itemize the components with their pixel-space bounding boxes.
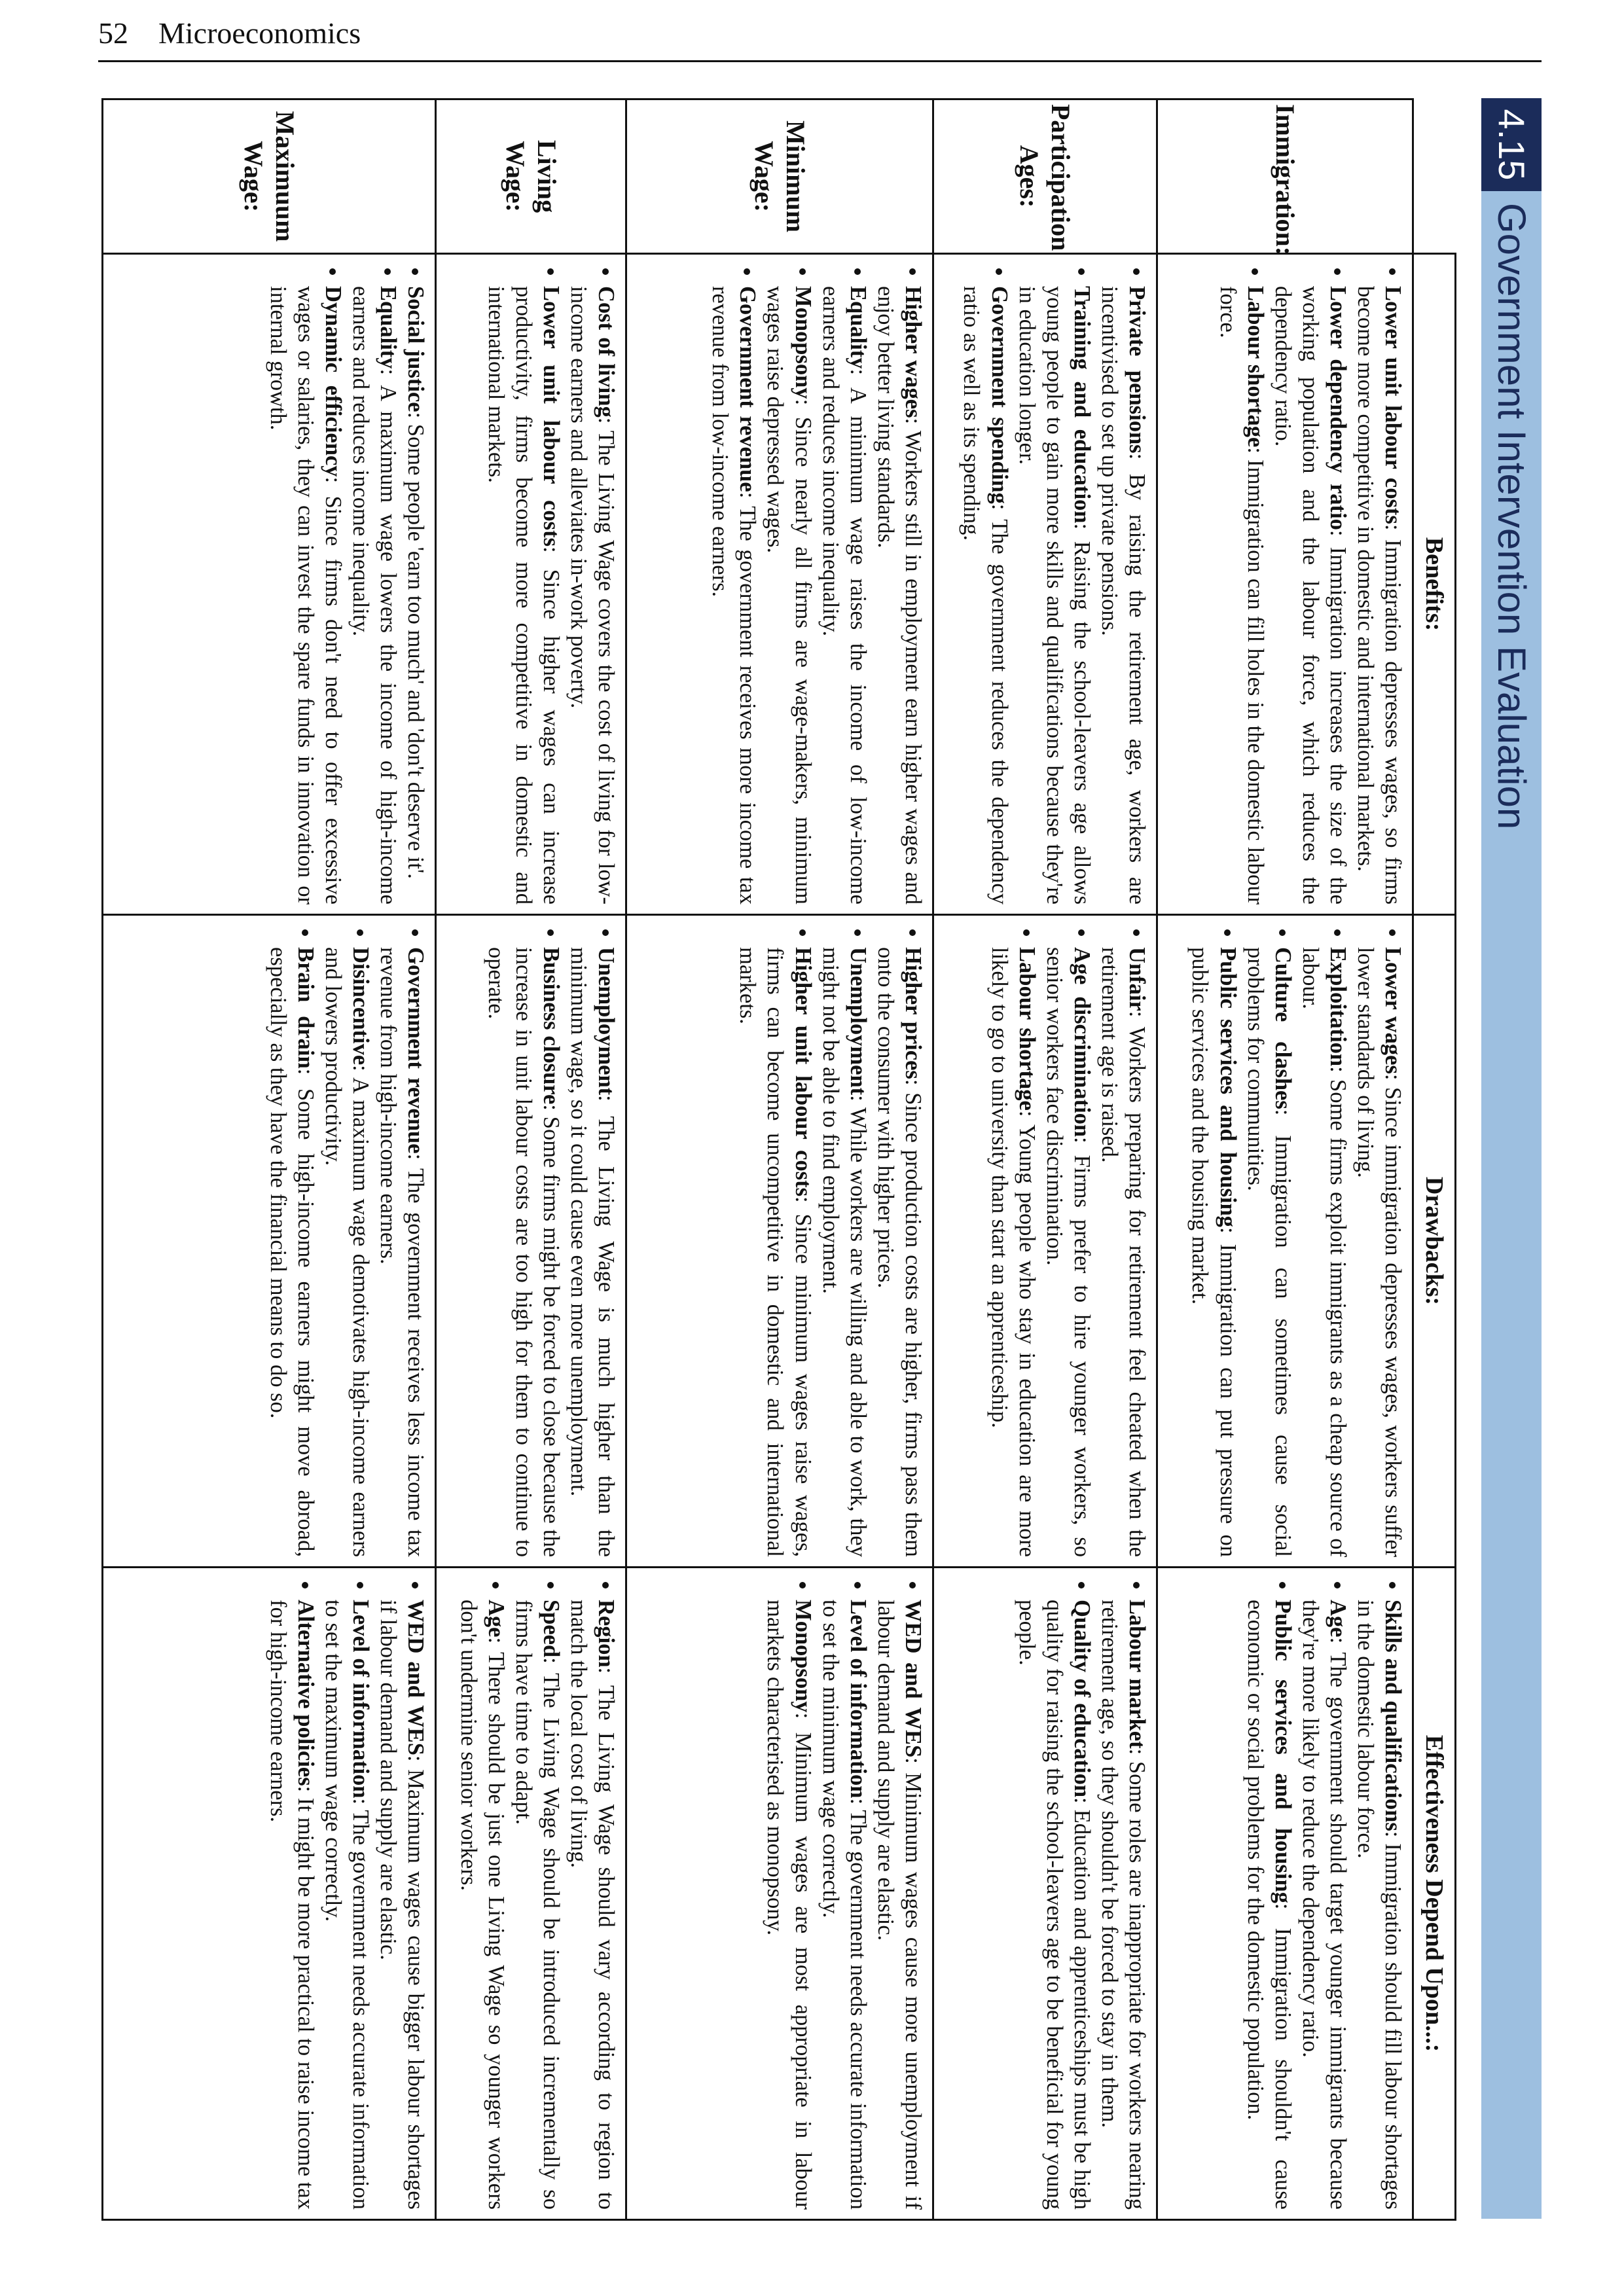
drawbacks-list [734, 921, 927, 1557]
list-item [264, 286, 347, 905]
item-term: Unemployment [845, 947, 871, 1096]
item-term: Public services and housing [1215, 947, 1240, 1227]
benefits-list [482, 260, 620, 905]
item-text: : Young people who stay in education are more likely to go to university than start an apprenticeship. [986, 947, 1039, 1557]
list-item [319, 1600, 374, 2210]
item-term: Skills and qualifications [1380, 1600, 1405, 1831]
drawbacks-cell [626, 915, 933, 1568]
list-item [1352, 947, 1407, 1557]
benefits-list [1214, 260, 1407, 905]
item-text: : Workers preparing for retirement feel cheated when the retirement age is raised. [1096, 947, 1149, 1557]
list-item [402, 286, 429, 905]
list-item [817, 947, 872, 1557]
item-text: : By raising the retirement age, workers are incentivised to set up private pensions. [1096, 286, 1149, 905]
table-body [103, 99, 1413, 2220]
list-item [482, 286, 565, 905]
item-text: : Workers still in employment earn higher wages and enjoy better living standards. [873, 286, 926, 905]
list-item [1352, 286, 1407, 905]
list-item [958, 286, 1013, 905]
list-item [264, 947, 319, 1557]
list-item [565, 286, 620, 905]
list-item [1096, 1600, 1151, 2210]
list-item [734, 947, 816, 1557]
effectiveness-list [761, 1573, 926, 2210]
item-text: : A minimum wage raises the income of low-income earners and reduces income inequality. [818, 286, 871, 905]
benefits-list [264, 260, 429, 905]
list-item [1242, 1600, 1297, 2210]
item-term: Cost of living [594, 286, 619, 418]
list-item [264, 1600, 319, 2210]
table-row [933, 99, 1157, 2220]
item-term: Higher unit labour costs [790, 947, 816, 1196]
benefits-cell [626, 254, 933, 915]
list-item [817, 286, 872, 905]
item-text: : While workers are willing and able to work, they might not be able to find employment. [818, 947, 871, 1557]
item-term: Equality [845, 286, 871, 369]
benefits-cell [933, 254, 1157, 915]
item-term: Region [594, 1600, 619, 1668]
list-item [1352, 1600, 1407, 2210]
item-text: : Education and apprenticeships must be high quality for raising the school-leavers age to be beneficial for young people. [1014, 1600, 1094, 2210]
item-text: : Some roles are inappropriate for workers nearing retirement age, so they shouldn't be forced to stay in them. [1096, 1600, 1149, 2210]
item-text: : Immigration depresses wages, so firms become more competitive in domestic and international markets. [1352, 286, 1405, 905]
item-text: : Immigration can put pressure on public services and the housing market. [1187, 947, 1240, 1558]
item-text: : There should be just one Living Wage so younger workers don't undermine senior workers. [456, 1600, 509, 2210]
item-term: Lower unit labour costs [1380, 286, 1405, 524]
item-term: Business closure [539, 947, 564, 1105]
drawbacks-cell [436, 915, 626, 1568]
item-text: : The government reduces the dependency ratio as well as its spending. [959, 286, 1012, 905]
effectiveness-cell [626, 1568, 933, 2220]
item-text: : The government receives more income tax revenue from low-income earners. [708, 286, 761, 905]
rotated-content [98, 98, 1542, 2219]
section-number: 4.15 [1481, 98, 1542, 191]
item-term: Lower dependency ratio [1325, 286, 1350, 530]
item-text: : Since minimum wages raise wages, firms can become uncompetitive in domestic and international markets. [735, 947, 816, 1557]
list-item [482, 947, 565, 1557]
item-term: Government revenue [735, 286, 761, 492]
page-number: 52 [98, 16, 128, 50]
item-text: : It might be more practical to raise income tax for high-income earners. [265, 1600, 318, 2210]
item-term: Public services and housing [1270, 1600, 1295, 1903]
item-text: : Minimum wages are most appropriate in labour markets characterised as monopsony. [763, 1600, 816, 2210]
item-term: Alternative policies [293, 1600, 318, 1786]
drawbacks-cell [933, 915, 1157, 1568]
item-term: Age [1325, 1600, 1350, 1638]
item-term: Level of information [348, 1600, 374, 1799]
item-text: : A maximum wage demotivates high-income earners and lowers productivity. [320, 947, 374, 1557]
drawbacks-list [482, 921, 620, 1557]
list-item [872, 286, 927, 905]
effectiveness-list [264, 1573, 429, 2210]
page-header [98, 13, 1542, 62]
list-item [872, 1600, 927, 2210]
item-term: WED and WES [900, 1600, 926, 1758]
list-item [1214, 286, 1269, 905]
drawbacks-list [264, 921, 429, 1557]
item-text: : Some high-income earners might move abroad, especially as they have the financial means to do so. [265, 947, 318, 1557]
evaluation-table [101, 98, 1456, 2221]
item-term: Labour market [1124, 1600, 1149, 1749]
item-text: : The Living Wage should vary according to region to match the local cost of living. [566, 1600, 619, 2210]
book-title: Microeconomics [158, 16, 361, 50]
drawbacks-cell [1157, 915, 1413, 1568]
item-term: Monopsony [790, 1600, 816, 1713]
item-term: Labour shortage [1242, 286, 1268, 448]
column-header-benefits: Benefits: [1413, 254, 1456, 915]
item-term: Unemployment [594, 947, 619, 1096]
table-row [436, 99, 626, 2220]
item-term: Age [484, 1600, 509, 1638]
item-term: Equality [376, 286, 401, 369]
effectiveness-cell [933, 1568, 1157, 2220]
list-item [565, 1600, 620, 2210]
item-term: Labour shortage [1014, 947, 1039, 1111]
drawbacks-list [986, 921, 1151, 1557]
item-text: : Immigration can sometimes cause social problems for communities. [1242, 947, 1295, 1557]
list-item [872, 947, 927, 1557]
benefits-cell [1157, 254, 1413, 915]
item-term: Government revenue [403, 947, 429, 1154]
item-text: : Immigration increases the size of the working population and the labour force, which reduces the dependency ratio. [1270, 286, 1350, 905]
column-header-drawbacks: Drawbacks: [1413, 915, 1456, 1568]
item-text: : Since higher wages can increase productivity, firms become more competitive in domestic and international markets. [484, 286, 564, 905]
column-header-effectiveness: Effectiveness Depend Upon...: [1413, 1568, 1456, 2220]
item-text: : Minimum wages cause more unemployment if labour demand and supply are elastic. [873, 1600, 926, 2210]
list-item [986, 947, 1041, 1557]
item-text: : The Living Wage covers the cost of living for low-income earners and alleviates in-work poverty. [566, 286, 619, 905]
item-term: Training and education [1069, 286, 1094, 524]
list-item [1013, 286, 1096, 905]
list-item [817, 1600, 872, 2210]
item-term: Exploitation [1325, 947, 1350, 1067]
list-item [1186, 947, 1241, 1557]
item-text: : A maximum wage lowers the income of high-income earners and reduces income inequality. [348, 286, 401, 905]
item-text: : The Living Wage is much higher than the minimum wage, so it could cause even more unemployment. [566, 947, 619, 1557]
item-term: Government spending [986, 286, 1012, 504]
item-text: : The government needs accurate information to set the minimum wage correctly. [818, 1600, 871, 2210]
item-text: : Since nearly all firms are wage-makers, minimum wages raise depressed wages. [763, 286, 816, 905]
table-corner [1413, 99, 1456, 254]
item-term: Culture clashes [1270, 947, 1295, 1109]
effectiveness-list [1242, 1573, 1407, 2210]
list-item [761, 286, 816, 905]
list-item [1096, 947, 1151, 1557]
item-term: Monopsony [790, 286, 816, 399]
item-text: : Immigration shouldn't cause economic or social problems for the domestic population. [1242, 1600, 1295, 2210]
effectiveness-list [1013, 1573, 1151, 2210]
item-text: : The government needs accurate information to set the maximum wage correctly. [320, 1600, 374, 2210]
benefits-cell [436, 254, 626, 915]
row-label: Maximuum Wage: [103, 99, 436, 254]
list-item [374, 1600, 429, 2210]
effectiveness-list [455, 1573, 620, 2210]
list-item [565, 947, 620, 1557]
item-text: : Since immigration depresses wages, workers suffer lower standards of living. [1352, 947, 1405, 1557]
row-label: Living Wage: [436, 99, 626, 254]
row-label: Participation Ages: [933, 99, 1157, 254]
item-term: Lower wages [1380, 947, 1405, 1074]
list-item [1041, 947, 1096, 1557]
table-row [103, 99, 436, 2220]
item-term: Unfair [1124, 947, 1149, 1011]
item-text: : Since firms don't need to offer excessive wages or salaries, they can invest the spare funds in innovation or internal growth. [265, 286, 346, 905]
item-text: : Maximum wages cause bigger labour shortages if labour demand and supply are elastic. [376, 1600, 429, 2210]
list-item [706, 286, 761, 905]
item-term: Brain drain [293, 947, 318, 1069]
item-term: Lower unit labour costs [539, 286, 564, 547]
item-term: Speed [539, 1600, 564, 1658]
list-item [761, 1600, 816, 2210]
item-text: : Immigration should fill labour shortages in the domestic labour force. [1352, 1600, 1405, 2210]
item-text: : The government should target younger immigrants because they're more likely to reduce the dependency ratio. [1297, 1600, 1350, 2210]
list-item [1297, 947, 1352, 1557]
row-label: Minimum Wage: [626, 99, 933, 254]
effectiveness-cell [103, 1568, 436, 2220]
list-item [1013, 1600, 1096, 2210]
item-text: : Firms prefer to hire younger workers, so senior workers face discrimination. [1041, 947, 1094, 1557]
benefits-list [706, 260, 927, 905]
item-term: Social justice [403, 286, 429, 412]
item-term: WED and WES [403, 1600, 429, 1755]
list-item [455, 1600, 510, 2210]
effectiveness-cell [1157, 1568, 1413, 2220]
section-banner [1481, 98, 1542, 2219]
table-row [1157, 99, 1413, 2220]
list-item [1269, 286, 1352, 905]
list-item [374, 947, 429, 1557]
table-row [626, 99, 933, 2220]
item-text: : Raising the school-leavers age allows young people to gain more skills and qualifications because they're in education longer. [1014, 286, 1094, 905]
list-item [1242, 947, 1297, 1557]
list-item [510, 1600, 565, 2210]
item-term: Higher wages [900, 286, 926, 418]
item-term: Higher prices [900, 947, 926, 1079]
item-text: : The government receives less income tax revenue from high-income earners. [376, 947, 429, 1557]
list-item [319, 947, 374, 1557]
effectiveness-cell [436, 1568, 626, 2220]
section-title: Government Intervention Evaluation [1490, 203, 1534, 830]
drawbacks-list [1186, 921, 1407, 1557]
list-item [1096, 286, 1151, 905]
benefits-cell [103, 254, 436, 915]
item-text: : Immigration can fill holes in the domestic labour force. [1215, 286, 1268, 905]
item-text: : Since production costs are higher, firms pass them onto the consumer with higher prices. [873, 947, 926, 1558]
drawbacks-cell [103, 915, 436, 1568]
list-item [1297, 1600, 1352, 2210]
item-text: : Some firms exploit immigrants as a cheap source of labour. [1297, 947, 1350, 1557]
item-term: Dynamic efficiency [320, 286, 346, 477]
benefits-list [958, 260, 1151, 905]
item-term: Private pensions [1124, 286, 1149, 454]
item-term: Quality of education [1069, 1600, 1094, 1798]
item-term: Level of information [845, 1600, 871, 1799]
item-text: : Some firms might be forced to close because the increase in unit labour costs are too high for them to continue to operate. [484, 947, 564, 1558]
item-term: Disincentive [348, 947, 374, 1066]
item-text: : Some people 'earn too much' and 'don't deserve it'. [403, 412, 429, 879]
list-item [347, 286, 402, 905]
row-label: Immigration: [1157, 99, 1413, 254]
item-term: Age discrimination [1069, 947, 1094, 1138]
item-text: : The Living Wage should be introduced incrementally so firms have time to adapt. [511, 1600, 564, 2210]
